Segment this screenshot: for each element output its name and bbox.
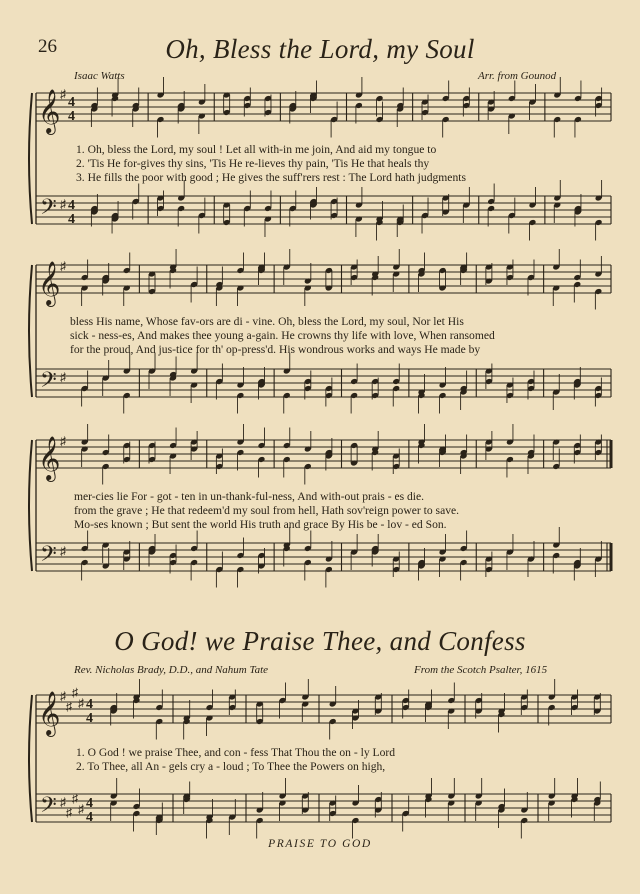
- time-signature: 4: [86, 711, 93, 726]
- key-sharp: ♯: [60, 689, 66, 703]
- time-signature: 4: [86, 796, 93, 811]
- time-signature: 4: [68, 198, 75, 213]
- key-sharp: ♯: [78, 802, 84, 816]
- bass-clef: 𝄢: [40, 793, 57, 823]
- system-brace: [29, 265, 32, 397]
- treble-clef: 𝄞: [38, 89, 61, 133]
- key-sharp: ♯: [66, 805, 72, 820]
- key-sharp: ♯: [60, 370, 66, 384]
- words-credit: Rev. Nicholas Brady, D.D., and Nahum Tate: [74, 664, 269, 676]
- lyric-verse-2: from the grave ; He that redeem'd my soul from hell, Hath sov'reign power to save.: [74, 504, 460, 517]
- time-signature: 4: [68, 95, 75, 110]
- time-signature: 4: [68, 212, 75, 227]
- lyric-verse-3: 3. He fills the poor with good ; He gives the suff'rers rest : The Lord hath judgments: [76, 171, 466, 184]
- system-brace: [29, 93, 32, 224]
- lyric-verse-1: bless His name, Whose fav-ors are di - vine. Oh, bless the Lord, my soul, Nor let His: [70, 315, 464, 328]
- words-credit: Isaac Watts: [74, 70, 125, 82]
- time-signature: 4: [68, 109, 75, 124]
- music-credit: From the Scotch Psalter, 1615: [414, 664, 548, 676]
- key-sharp: ♯: [72, 685, 78, 700]
- system-brace: [29, 695, 32, 822]
- treble-clef: 𝄞: [38, 691, 61, 735]
- time-signature: 4: [86, 810, 93, 825]
- lyric-verse-1: 1. O God ! we praise Thee, and con - fess That Thou the on - ly Lord: [76, 746, 396, 759]
- key-sharp: ♯: [60, 795, 66, 809]
- lyric-verse-1: 1. Oh, bless the Lord, my soul ! Let all with-in me join, And aid my tongue to: [76, 143, 437, 156]
- key-sharp: ♯: [60, 434, 66, 448]
- lyric-verse-2: 2. To Thee, all An - gels cry a - loud ; To Thee the Powers on high,: [76, 760, 386, 773]
- hymn-title: Oh, Bless the Lord, my Soul: [165, 34, 475, 64]
- key-sharp: ♯: [72, 791, 78, 806]
- treble-clef: 𝄞: [38, 436, 61, 480]
- key-sharp: ♯: [66, 699, 72, 714]
- key-sharp: ♯: [60, 197, 66, 211]
- bass-clef: 𝄢: [40, 368, 57, 398]
- hymn-title: O God! we Praise Thee, and Confess: [114, 626, 526, 656]
- lyric-verse-3: for the proud, And jus-tice for th' op-press'd. His wondrous works and ways He made by: [70, 343, 481, 356]
- bass-clef: 𝄢: [40, 195, 57, 225]
- key-sharp: ♯: [60, 87, 66, 101]
- lyric-verse-3: Mo-ses known ; But sent the world His truth and grace By His be - lov - ed Son.: [74, 518, 447, 531]
- bass-clef: 𝄢: [40, 542, 57, 572]
- key-sharp: ♯: [60, 259, 66, 273]
- music-credit: Arr. from Gounod: [478, 70, 557, 82]
- time-signature: 4: [86, 697, 93, 712]
- key-sharp: ♯: [78, 696, 84, 710]
- system-brace: [29, 440, 32, 571]
- page-number: 26: [38, 36, 57, 57]
- lyric-verse-2: 2. 'Tis He for-gives thy sins, 'Tis He re-lieves thy pain, 'Tis He that heals thy: [76, 157, 430, 170]
- lyric-verse-1: mer-cies lie For - got - ten in un-thank-ful-ness, And with-out prais - es die.: [74, 490, 425, 503]
- key-sharp: ♯: [60, 544, 66, 558]
- page-footer: PRAISE TO GOD: [268, 838, 372, 850]
- lyric-verse-2: sick - ness-es, And makes thee young a-gain. He crowns thy life with love, When ransomed: [70, 329, 495, 342]
- treble-clef: 𝄞: [38, 261, 61, 305]
